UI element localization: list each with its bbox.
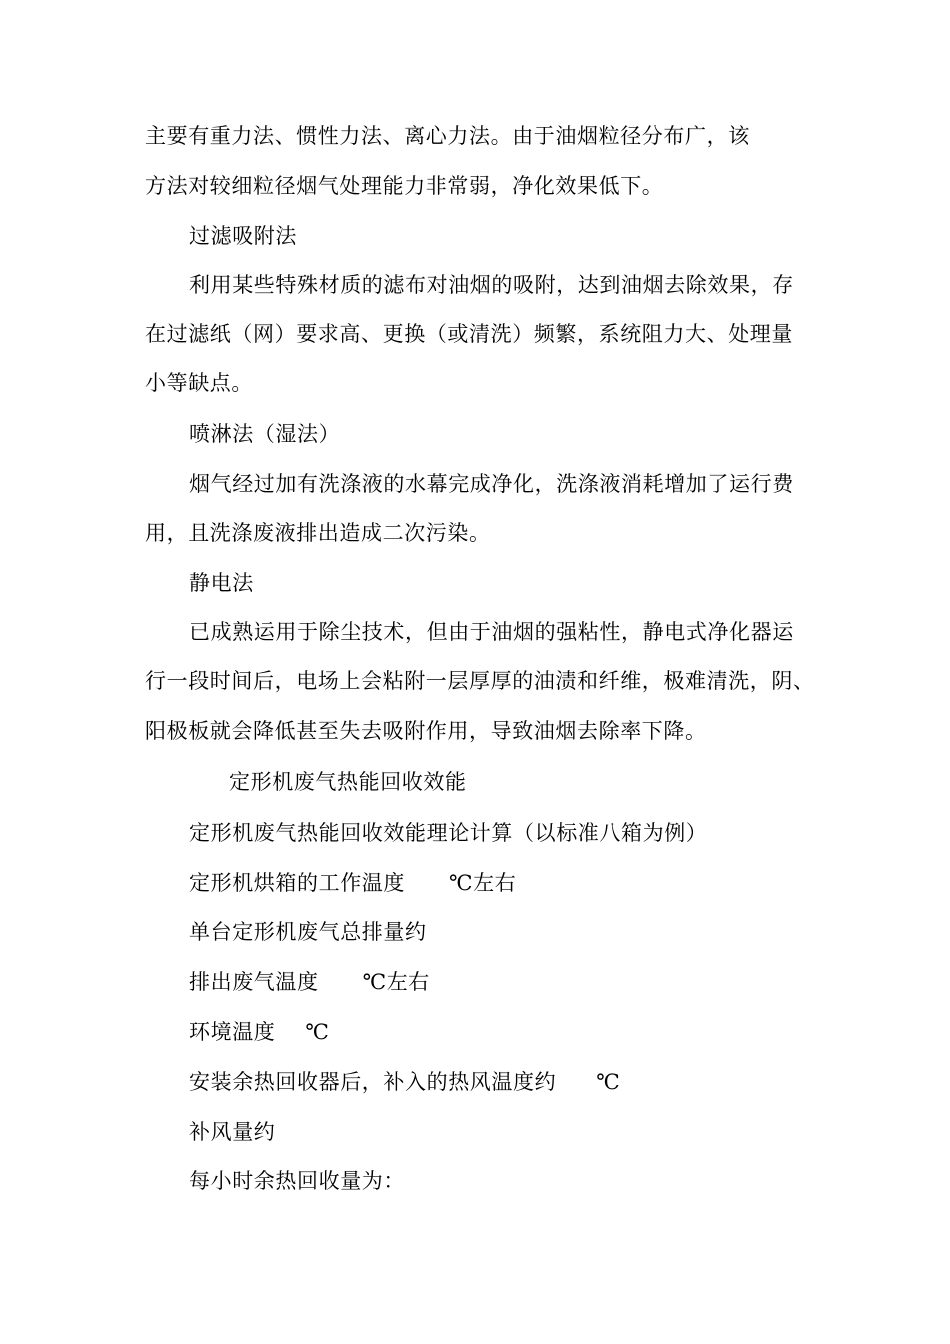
- paragraph-line: 主要有重力法、惯性力法、离心力法。由于油烟粒径分布广，该: [145, 124, 750, 148]
- exhaust-temperature-line: [189, 968, 869, 996]
- heading-filter-method: 过滤吸附法: [189, 224, 297, 248]
- supply-temperature-unit: ℃: [596, 1070, 621, 1094]
- ambient-temperature-label: 环境温度: [189, 1020, 276, 1044]
- oven-temperature-line: [189, 869, 869, 897]
- supply-temperature-label: 安装余热回收器后，补入的热风温度约: [189, 1070, 557, 1094]
- section-heading: 定形机废气热能回收效能: [229, 770, 467, 794]
- paragraph-line: 方法对较细粒径烟气处理能力非常弱，净化效果低下。: [145, 174, 664, 198]
- supply-volume-line: 补风量约: [189, 1120, 276, 1144]
- exhaust-volume-line: 单台定形机废气总排量约: [189, 920, 427, 944]
- paragraph-line: 在过滤纸（网）要求高、更换（或清洗）频繁，系统阻力大、处理量: [145, 322, 793, 346]
- paragraph-line: 行一段时间后，电场上会粘附一层厚厚的油渍和纤维，极难清洗，阴、: [145, 669, 815, 693]
- exhaust-temperature-unit: ℃左右: [362, 970, 430, 994]
- paragraph-line: 利用某些特殊材质的滤布对油烟的吸附，达到油烟去除效果，存: [189, 273, 794, 297]
- paragraph-line: 用，且洗涤废液排出造成二次污染。: [145, 521, 491, 545]
- calc-title: 定形机废气热能回收效能理论计算（以标准八箱为例）: [189, 821, 708, 845]
- supply-temperature-line: [189, 1068, 869, 1096]
- heading-spray-method: 喷淋法（湿法）: [189, 422, 341, 446]
- paragraph-line: 已成熟运用于除尘技术，但由于油烟的强粘性，静电式净化器运: [189, 620, 794, 644]
- exhaust-temperature-label: 排出废气温度: [189, 970, 319, 994]
- paragraph-line: 阳极板就会降低甚至失去吸附作用，导致油烟去除率下降。: [145, 719, 707, 743]
- oven-temperature-label: 定形机烘箱的工作温度: [189, 871, 405, 895]
- hourly-recovery-line: 每小时余热回收量为：: [189, 1169, 405, 1193]
- paragraph-line: 烟气经过加有洗涤液的水幕完成净化，洗涤液消耗增加了运行费: [189, 472, 794, 496]
- heading-electrostatic-method: 静电法: [189, 571, 254, 595]
- paragraph-line: 小等缺点。: [145, 371, 253, 395]
- ambient-temperature-line: [189, 1018, 869, 1046]
- oven-temperature-unit: ℃左右: [449, 871, 517, 895]
- ambient-temperature-unit: ℃: [305, 1020, 330, 1044]
